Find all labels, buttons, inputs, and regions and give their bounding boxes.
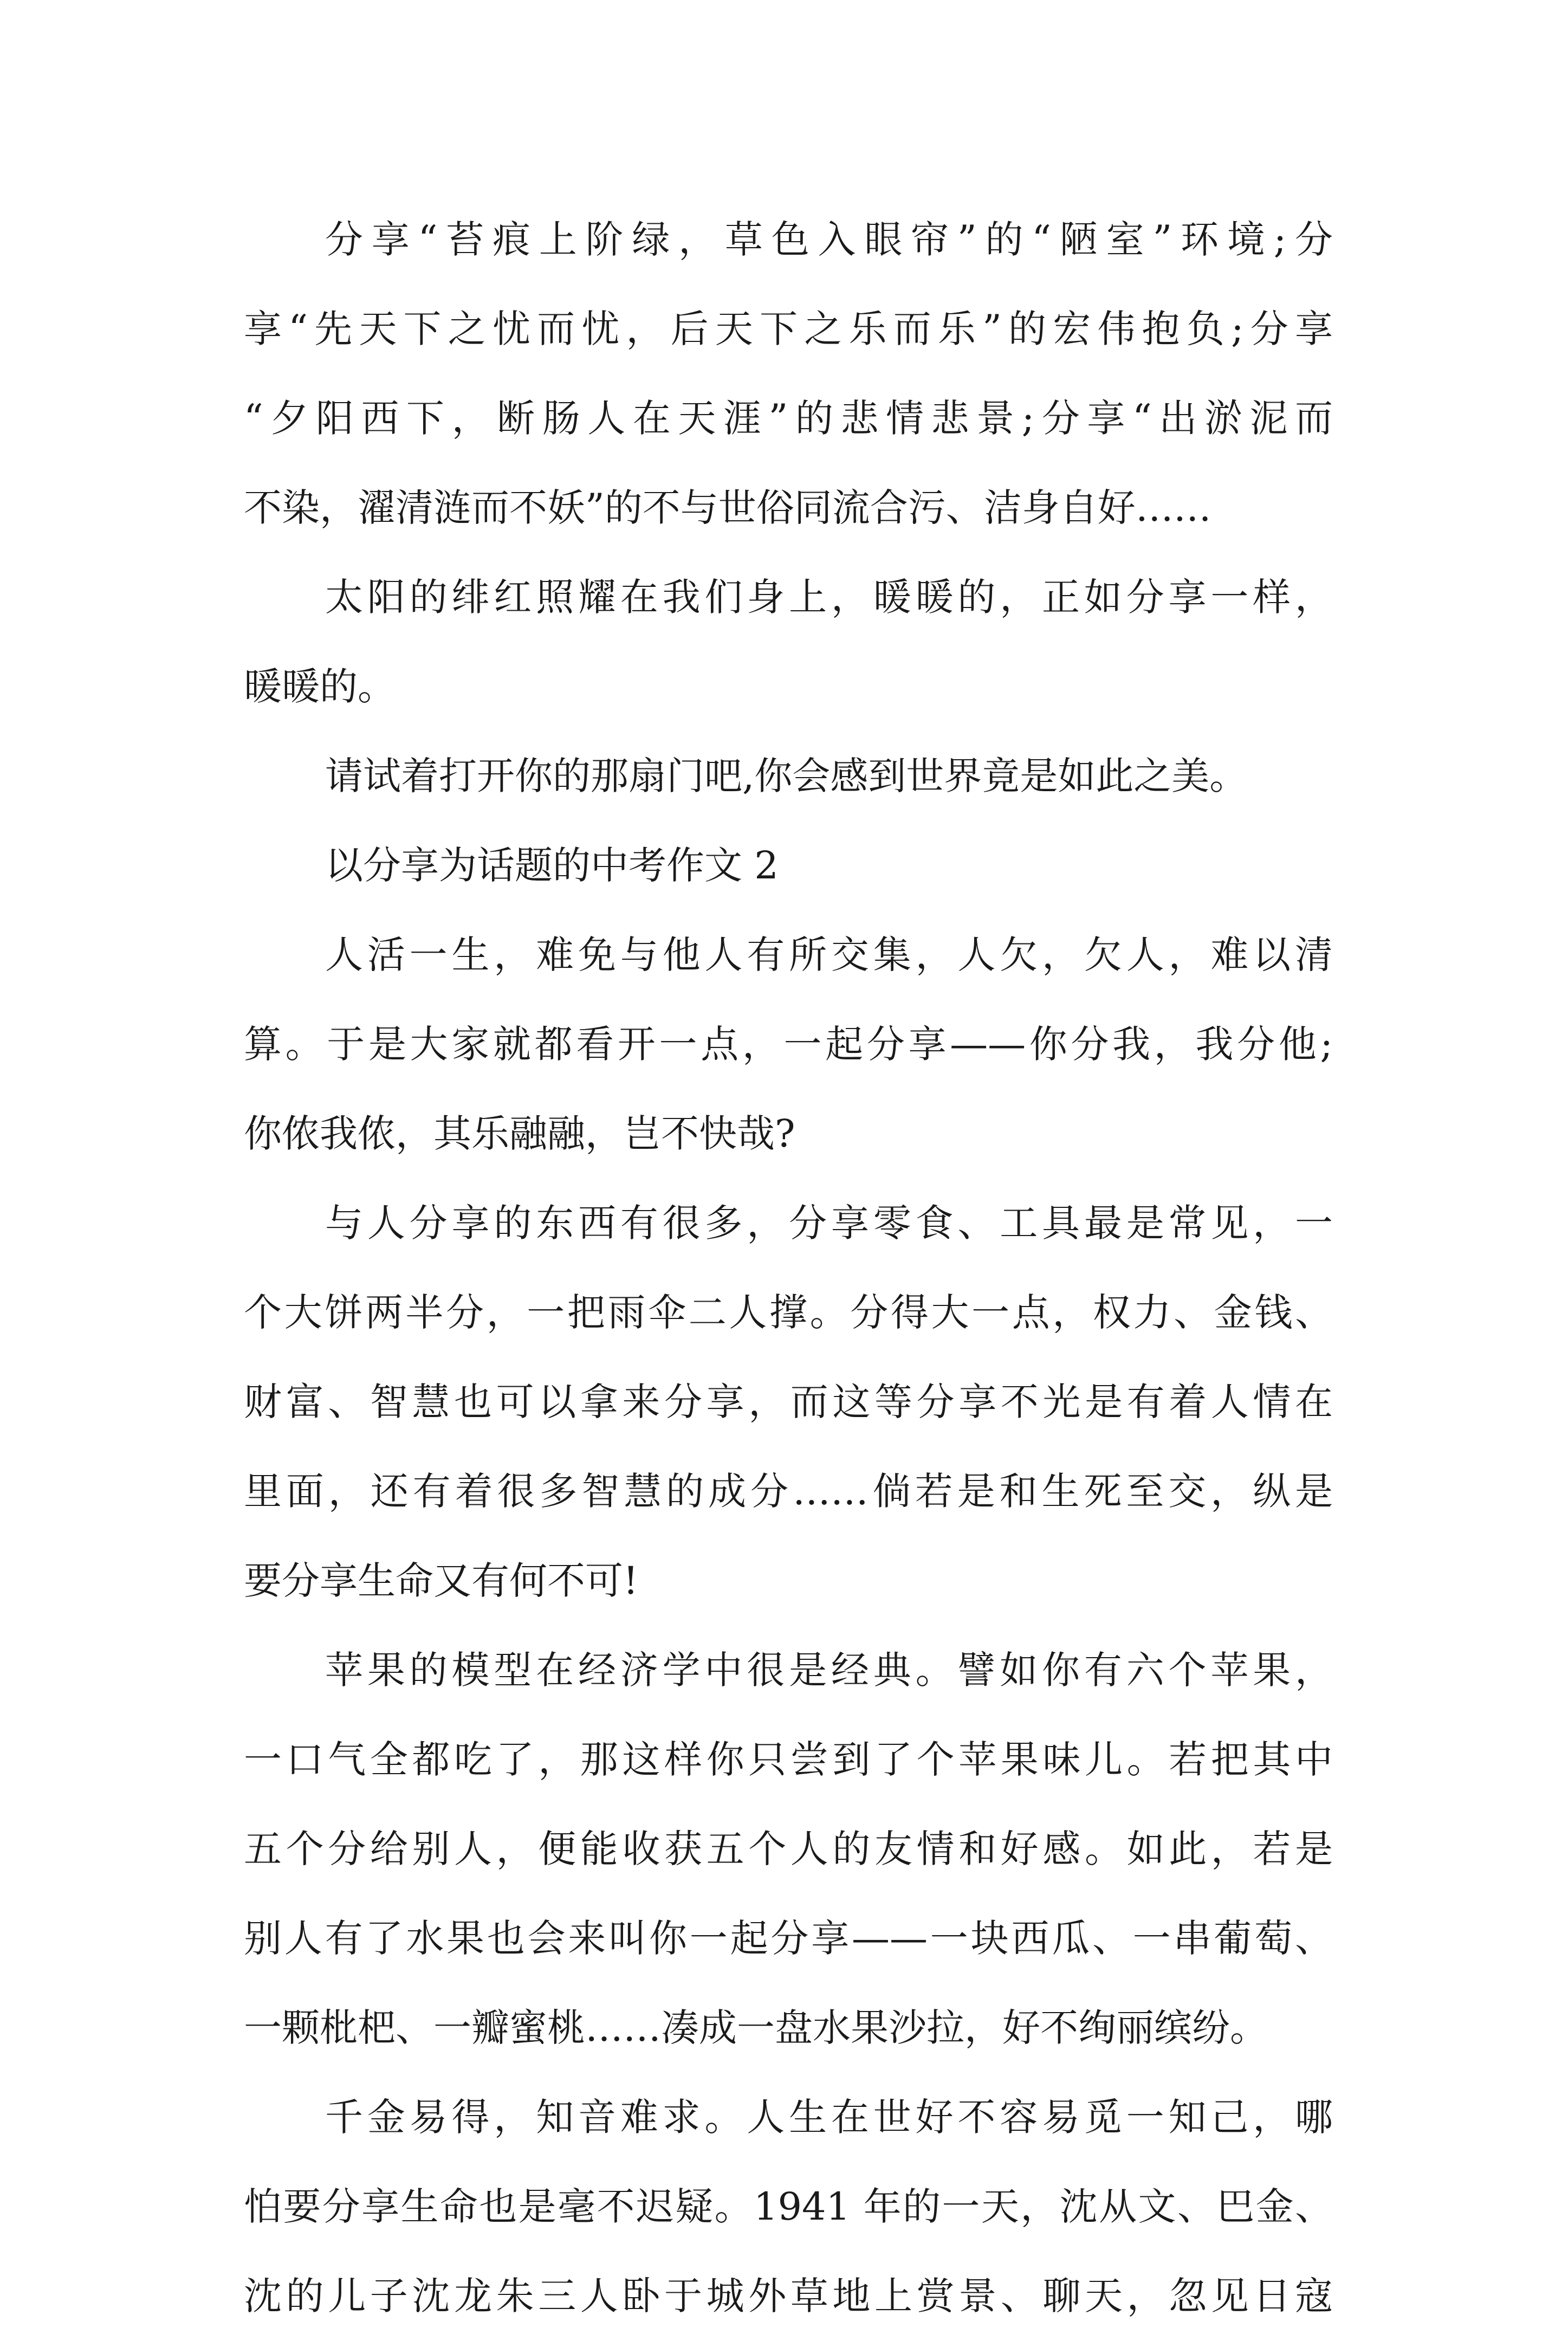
text-line: 苹果的模型在经济学中很是经典。譬如你有六个苹果，: [325, 1648, 1333, 1692]
text-line: 你侬我侬，其乐融融，岂不快哉?: [244, 1111, 795, 1156]
text-line: 太阳的绯红照耀在我们身上，暖暖的，正如分享一样，: [325, 575, 1333, 619]
text-line: 以分享为话题的中考作文 2: [325, 843, 779, 888]
text-lines: [244, 195, 1333, 2341]
text-line: 享“先天下之忧而忧，后天下之乐而乐”的宏伟抱负;分享: [244, 307, 1333, 351]
text-line: 请试着打开你的那扇门吧,你会感到世界竟是如此之美。: [325, 754, 1248, 798]
text-line: 与人分享的东西有很多，分享零食、工具最是常见，一: [325, 1201, 1333, 1245]
text-line: 千金易得，知音难求。人生在世好不容易觅一知己，哪: [325, 2095, 1333, 2139]
text-line: 一口气全都吃了，那这样你只尝到了个苹果味儿。若把其中: [244, 1737, 1333, 1782]
text-line: 要分享生命又有何不可!: [244, 1558, 639, 1603]
text-line: 算。于是大家就都看开一点，一起分享——你分我，我分他;: [244, 1022, 1333, 1066]
text-line: 沈的儿子沈龙朱三人卧于城外草地上赏景、聊天，忽见日寇: [244, 2274, 1333, 2318]
text-line: “夕阳西下，断肠人在天涯”的悲情悲景;分享“出淤泥而: [244, 396, 1333, 441]
text-line: 别人有了水果也会来叫你一起分享——一块西瓜、一串葡萄、: [244, 1916, 1333, 1961]
text-line: 一颗枇杷、一瓣蜜桃……凑成一盘水果沙拉，好不绚丽缤纷。: [244, 2006, 1268, 2050]
text-line: 暖暖的。: [244, 664, 396, 709]
text-line: 财富、智慧也可以拿来分享，而这等分享不光是有着人情在: [244, 1380, 1333, 1424]
text-line: 个大饼两半分，一把雨伞二人撑。分得大一点，权力、金钱、: [244, 1290, 1333, 1335]
text-line: 五个分给别人，便能收获五个人的友情和好感。如此，若是: [244, 1827, 1333, 1871]
text-line: 里面，还有着很多智慧的成分……倘若是和生死至交，纵是: [244, 1469, 1333, 1514]
text-line: 分享“苔痕上阶绿，草色入眼帘”的“陋室”环境;分: [325, 217, 1333, 262]
text-line: 人活一生，难免与他人有所交集，人欠，欠人，难以清: [325, 933, 1333, 977]
text-line: 怕要分享生命也是毫不迟疑。1941 年的一天，沈从文、巴金、: [244, 2184, 1333, 2229]
document-body: [244, 195, 1333, 2341]
text-line: 不染，濯清涟而不妖”的不与世俗同流合污、洁身自好……: [244, 486, 1211, 530]
